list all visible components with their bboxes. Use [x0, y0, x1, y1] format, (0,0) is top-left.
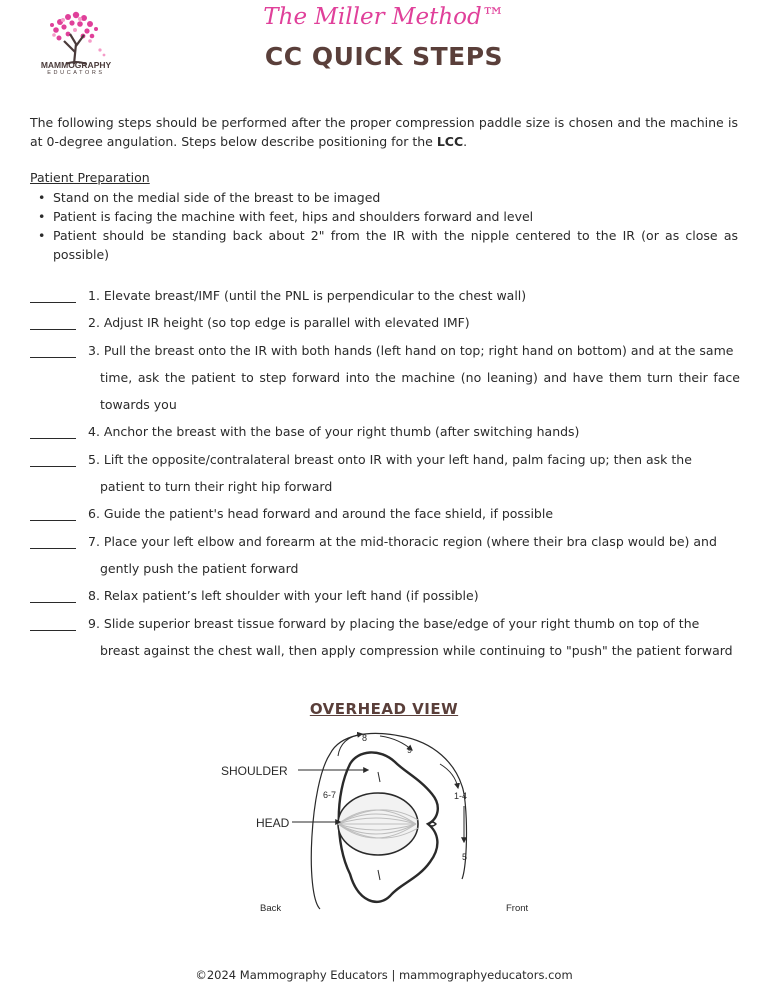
intro-end: .: [463, 134, 468, 149]
step-item: [30, 528, 740, 583]
checkoff-blank: [30, 438, 76, 439]
label-shoulder: SHOULDER: [221, 764, 288, 778]
checkoff-blank: [30, 520, 76, 521]
step-text-cont: gently push the patient forward: [100, 560, 299, 576]
checkoff-blank: [30, 466, 76, 467]
label-1-4: 1-4: [454, 791, 468, 801]
label-5: 5: [462, 852, 468, 862]
script-title: The Miller Method™: [263, 4, 505, 30]
label-9: 9: [407, 745, 413, 755]
step-item: [30, 418, 740, 445]
prep-item: • Stand on the medial side of the breast to be imaged: [30, 188, 738, 207]
label-6-7: 6-7: [323, 790, 337, 800]
checkoff-blank: [30, 548, 76, 549]
prep-item: • Patient is facing the machine with feet, hips and shoulders forward and level: [30, 207, 738, 226]
step-text-cont: time, ask the patient to step forward into the machine (no leaning) and have them turn their face towards you: [100, 369, 740, 413]
checkoff-blank: [30, 602, 76, 603]
step-text: 1. Elevate breast/IMF (until the PNL is perpendicular to the chest wall): [88, 288, 527, 303]
step-text: 9. Slide superior breast tissue forward by placing the base/edge of your right thumb on top of the: [88, 615, 700, 631]
footer-text: ©2024 Mammography Educators | mammographyeducators.com: [195, 968, 573, 982]
step-text: 4. Anchor the breast with the base of your right thumb (after switching hands): [88, 424, 580, 440]
step-text: 3. Pull the breast onto the IR with both hands (left hand on top; right hand on bottom) and at the same: [88, 342, 734, 358]
label-8: 8: [362, 733, 368, 743]
overhead-view-title: OVERHEAD VIEW: [309, 700, 459, 718]
intro-bold: LCC: [436, 134, 464, 149]
checkoff-blank: [30, 630, 76, 631]
label-front: Front: [506, 903, 529, 914]
label-back: Back: [260, 903, 282, 914]
prep-item: • Patient should be standing back about 2" from the IR with the nipple centered to the IR (or as close as possible): [30, 226, 738, 264]
checkoff-blank: [30, 357, 76, 358]
overhead-view-diagram: [200, 724, 560, 924]
step-text: 5. Lift the opposite/contralateral breast onto IR with your left hand, palm facing up; then ask the: [88, 451, 692, 467]
intro-paragraph: [30, 113, 738, 151]
intro-text: The following steps should be performed after the proper compression paddle size is chosen and the machine is at 0-degree angulation. Steps below describe positioning for the: [30, 115, 738, 149]
checkoff-blank: [30, 329, 76, 330]
step-text-cont: breast against the chest wall, then apply compression while continuing to "push" the patient forward: [100, 642, 733, 658]
step-text: 6. Guide the patient's head forward and around the face shield, if possible: [88, 506, 554, 522]
step-item: [30, 309, 740, 336]
step-item: [30, 446, 740, 501]
arrow-right: [440, 764, 458, 788]
label-head: HEAD: [256, 816, 290, 830]
prep-heading: Patient Preparation: [30, 170, 150, 185]
step-item: [30, 500, 740, 527]
checkoff-blank: [30, 302, 76, 303]
page-title: CC QUICK STEPS: [264, 42, 504, 71]
prep-list: [30, 188, 738, 264]
step-item: [30, 582, 740, 609]
step-item: [30, 337, 740, 419]
step-text-cont: patient to turn their right hip forward: [100, 479, 333, 495]
step-text: 2. Adjust IR height (so top edge is parallel with elevated IMF): [88, 315, 470, 331]
step-text: 7. Place your left elbow and forearm at the mid-thoracic region (where their bra clasp would be) and: [88, 533, 717, 549]
step-item: [30, 282, 740, 309]
steps-list: [30, 282, 740, 664]
step-item: [30, 610, 740, 665]
logo-text: MAMMOGRAPHY: [40, 60, 112, 70]
step-text: 8. Relax patient’s left shoulder with your left hand (if possible): [88, 588, 479, 604]
logo-subtext: EDUCATORS: [47, 70, 105, 76]
